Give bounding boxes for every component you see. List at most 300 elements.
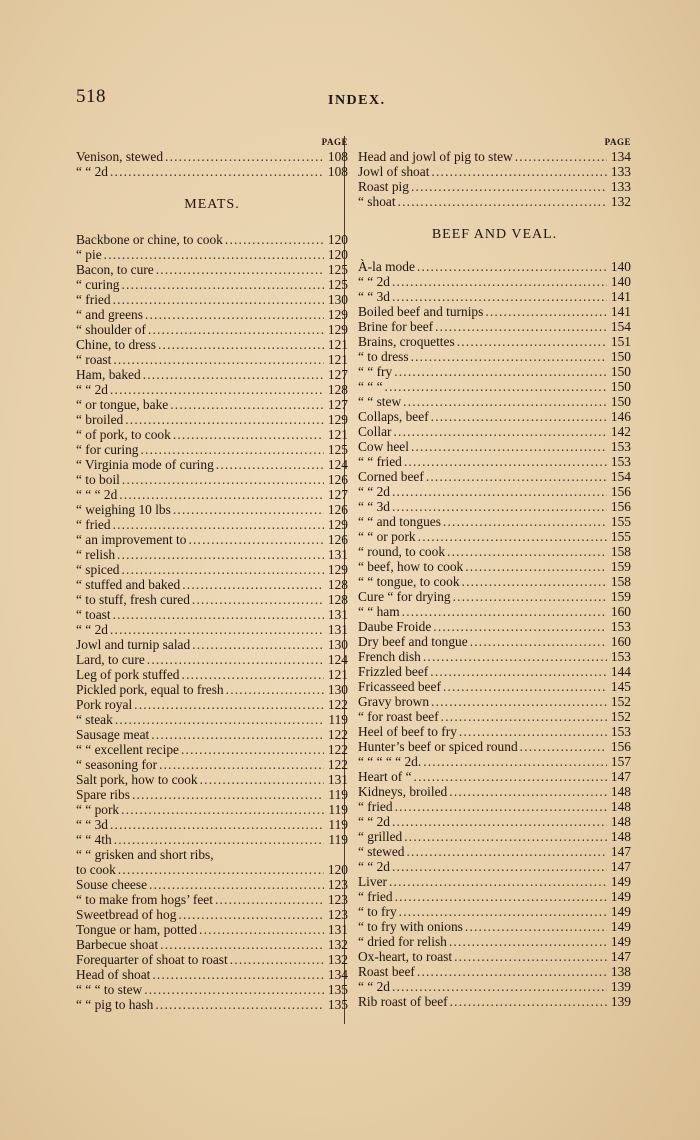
dot-leader <box>395 889 607 904</box>
entry-page-number: 155 <box>610 514 631 529</box>
entry-text: “ an improvement to <box>76 532 187 547</box>
index-entry <box>358 859 631 874</box>
index-entry <box>358 889 631 904</box>
entry-page-number: 119 <box>328 832 348 847</box>
entry-text: “ “ 3d <box>358 499 390 514</box>
index-entry <box>76 847 348 862</box>
dot-leader <box>122 277 325 292</box>
entry-text: “ to dress <box>358 349 409 364</box>
dot-leader <box>447 544 607 559</box>
entry-text: Tongue or ham, potted <box>76 922 198 937</box>
index-entry <box>358 904 631 919</box>
dot-leader <box>417 964 607 979</box>
index-entry <box>358 919 631 934</box>
entry-text: “ fried <box>358 889 393 904</box>
entry-text: Brine for beef <box>358 319 434 334</box>
dot-leader <box>114 832 324 847</box>
dot-leader <box>392 484 607 499</box>
dot-leader <box>443 679 607 694</box>
entry-text: “ “ 2d <box>358 859 390 874</box>
dot-leader <box>423 754 607 769</box>
entry-page-number: 123 <box>327 892 348 907</box>
entry-text: “ “ ham <box>358 604 400 619</box>
entry-page-number: 125 <box>327 262 348 277</box>
entry-text: “ to stuff, fresh cured <box>76 592 190 607</box>
right-column <box>358 136 631 1009</box>
dot-leader <box>453 589 607 604</box>
entry-text: “ fried <box>76 517 111 532</box>
index-entry <box>76 352 348 367</box>
entry-text: Backbone or chine, to cook <box>76 232 223 247</box>
entry-page-number: 121 <box>327 427 348 442</box>
dot-leader <box>411 439 607 454</box>
index-entry <box>76 307 348 322</box>
entry-text: Ham, baked <box>76 367 141 382</box>
dot-leader <box>454 949 607 964</box>
index-entry <box>358 304 631 319</box>
entry-page-number: 158 <box>610 574 631 589</box>
dot-leader <box>181 742 324 757</box>
entry-page-number: 147 <box>610 844 631 859</box>
dot-leader <box>435 319 607 334</box>
index-entry <box>358 844 631 859</box>
entry-page-number: 149 <box>610 904 631 919</box>
entry-page-number: 152 <box>610 709 631 724</box>
entry-text: “ seasoning for <box>76 757 158 772</box>
entry-text: “ to fry <box>358 904 397 919</box>
dot-leader <box>140 442 324 457</box>
index-entry <box>358 874 631 889</box>
entry-page-number: 123 <box>327 907 348 922</box>
entry-text: Pickled pork, equal to fresh <box>76 682 224 697</box>
entry-page-number: 131 <box>327 622 348 637</box>
entry-page-number: 145 <box>610 679 631 694</box>
entry-page-number: 147 <box>610 859 631 874</box>
dot-leader <box>485 304 607 319</box>
entry-text: Souse cheese <box>76 877 148 892</box>
index-entry <box>76 149 348 164</box>
entry-text: Frizzled beef <box>358 664 429 679</box>
index-entry <box>358 694 631 709</box>
entry-page-number: 120 <box>327 232 348 247</box>
dot-leader <box>118 862 324 877</box>
entry-text: “ “ 3d <box>76 817 108 832</box>
entry-text: Head and jowl of pig to stew <box>358 149 513 164</box>
beef-and-veal-heading: BEEF AND VEAL. <box>431 227 558 242</box>
entry-page-number: 124 <box>327 457 348 472</box>
index-entry <box>358 514 631 529</box>
entry-text: “ dried for relish <box>358 934 447 949</box>
index-entry <box>76 502 348 517</box>
entry-text: Salt pork, how to cook <box>76 772 198 787</box>
entry-page-number: 139 <box>610 979 631 994</box>
entry-text: Leg of pork stuffed <box>76 667 180 682</box>
index-entry <box>358 334 631 349</box>
dot-leader <box>113 607 324 622</box>
dot-leader <box>158 337 324 352</box>
dot-leader <box>148 322 324 337</box>
index-entry <box>358 829 631 844</box>
dot-leader <box>143 367 324 382</box>
entry-text: to cook <box>76 862 116 877</box>
entry-text: “ “ “ “ “ 2d. <box>358 754 422 769</box>
entry-page-number: 130 <box>327 292 348 307</box>
entry-text: “ “ 2d <box>76 622 108 637</box>
index-entry <box>76 652 348 667</box>
pork-entries <box>358 149 631 209</box>
entry-page-number: 125 <box>327 442 348 457</box>
entry-page-number: 134 <box>610 149 631 164</box>
index-entry <box>358 964 631 979</box>
index-entry <box>76 757 348 772</box>
dot-leader <box>449 934 607 949</box>
index-entry <box>76 982 348 997</box>
entry-text: “ fried <box>358 799 393 814</box>
index-entry <box>358 814 631 829</box>
dot-leader <box>119 487 324 502</box>
entry-text: Venison, stewed <box>76 149 164 164</box>
entry-text: “ broiled <box>76 412 124 427</box>
entry-page-number: 135 <box>327 997 348 1012</box>
index-entry <box>76 164 348 179</box>
dot-leader <box>465 919 607 934</box>
entry-page-number: 129 <box>327 517 348 532</box>
entry-text: “ “ tongue, to cook <box>358 574 460 589</box>
index-entry <box>358 784 631 799</box>
index-entry <box>358 754 631 769</box>
index-entry <box>358 679 631 694</box>
entry-page-number: 127 <box>327 487 348 502</box>
entry-page-number: 135 <box>327 982 348 997</box>
index-entry <box>76 472 348 487</box>
entry-page-number: 153 <box>610 454 631 469</box>
index-entry <box>358 799 631 814</box>
entry-text: Chine, to dress <box>76 337 156 352</box>
page-number: 518 <box>76 86 106 107</box>
dot-leader <box>122 472 324 487</box>
dot-leader <box>155 997 324 1012</box>
index-entry <box>76 952 348 967</box>
entry-page-number: 119 <box>328 712 348 727</box>
index-entry <box>358 949 631 964</box>
entry-text: Bacon, to cure <box>76 262 154 277</box>
entry-page-number: 124 <box>327 652 348 667</box>
entry-page-number: 126 <box>327 502 348 517</box>
entry-text: Gravy brown <box>358 694 430 709</box>
dot-leader <box>470 634 607 649</box>
dot-leader <box>392 499 607 514</box>
entry-page-number: 141 <box>610 304 631 319</box>
index-entry <box>76 487 348 502</box>
venison-entries <box>76 149 348 179</box>
entry-page-number: 126 <box>327 532 348 547</box>
dot-leader <box>392 814 607 829</box>
index-entry <box>358 319 631 334</box>
entry-text: Forequarter of shoat to roast <box>76 952 228 967</box>
entry-text: Jowl of shoat <box>358 164 430 179</box>
dot-leader <box>459 724 607 739</box>
entry-text: Ox-heart, to roast <box>358 949 453 964</box>
index-entry <box>358 619 631 634</box>
index-entry <box>358 589 631 604</box>
index-entry <box>76 532 348 547</box>
entry-text: “ “ 2d <box>358 979 390 994</box>
entry-text: Spare ribs <box>76 787 130 802</box>
dot-leader <box>132 787 324 802</box>
dot-leader <box>117 547 324 562</box>
entry-text: “ round, to cook <box>358 544 446 559</box>
entry-page-number: 151 <box>610 334 631 349</box>
entry-text: “ “ stew <box>358 394 402 409</box>
dot-leader <box>404 454 607 469</box>
index-entry <box>358 544 631 559</box>
dot-leader <box>403 394 607 409</box>
entry-text: Head of shoat <box>76 967 151 982</box>
entry-page-number: 132 <box>327 937 348 952</box>
dot-leader <box>450 994 607 1009</box>
dot-leader <box>411 179 607 194</box>
entry-page-number: 149 <box>610 934 631 949</box>
entry-page-number: 139 <box>610 994 631 1009</box>
entry-page-number: 134 <box>327 967 348 982</box>
dot-leader <box>225 232 324 247</box>
entry-page-number: 147 <box>610 769 631 784</box>
entry-page-number: 127 <box>327 367 348 382</box>
entry-page-number: 132 <box>610 194 631 209</box>
entry-page-number: 122 <box>327 757 348 772</box>
entry-page-number: 121 <box>327 667 348 682</box>
entry-page-number: 121 <box>327 352 348 367</box>
entry-page-number: 129 <box>327 562 348 577</box>
dot-leader <box>121 802 324 817</box>
dot-leader <box>398 194 607 209</box>
meats-entries <box>76 232 348 1012</box>
index-entry <box>76 727 348 742</box>
entry-page-number: 119 <box>328 787 348 802</box>
entry-text: Liver <box>358 874 387 889</box>
entry-text: “ “ pig to hash <box>76 997 154 1012</box>
entry-text: “ to make from hogs’ feet <box>76 892 213 907</box>
entry-page-number: 131 <box>327 922 348 937</box>
entry-text: “ “ 3d <box>358 289 390 304</box>
entry-page-number: 159 <box>610 589 631 604</box>
index-entry <box>76 967 348 982</box>
index-entry <box>358 379 631 394</box>
dot-leader <box>160 937 324 952</box>
index-entry <box>358 634 631 649</box>
entry-text: Cow heel <box>358 439 409 454</box>
dot-leader <box>215 892 324 907</box>
page-column-label: PAGE <box>604 137 631 147</box>
entry-text: Sausage meat <box>76 727 150 742</box>
index-entry <box>76 712 348 727</box>
dot-leader <box>113 352 324 367</box>
entry-text: “ and greens <box>76 307 143 322</box>
dot-leader <box>399 904 607 919</box>
index-entry <box>358 649 631 664</box>
index-entry <box>76 817 348 832</box>
index-entry <box>76 577 348 592</box>
entry-text: Jowl and turnip salad <box>76 637 191 652</box>
dot-leader <box>113 292 324 307</box>
entry-page-number: 146 <box>610 409 631 424</box>
index-entry <box>76 622 348 637</box>
entry-page-number: 128 <box>327 592 348 607</box>
entry-page-number: 150 <box>610 364 631 379</box>
entry-text: “ fried <box>76 292 111 307</box>
beef-entries <box>358 259 631 1009</box>
entry-text: “ “ grisken and short ribs, <box>76 847 214 862</box>
dot-leader <box>134 697 324 712</box>
dot-leader <box>465 559 607 574</box>
index-entry <box>358 394 631 409</box>
entry-page-number: 119 <box>328 817 348 832</box>
index-entry <box>76 892 348 907</box>
entry-text: “ to boil <box>76 472 120 487</box>
entry-page-number: 108 <box>327 149 348 164</box>
entry-text: “ “ excellent recipe <box>76 742 179 757</box>
entry-text: Roast pig <box>358 179 409 194</box>
index-entry <box>76 682 348 697</box>
entry-page-number: 133 <box>610 179 631 194</box>
dot-leader <box>406 844 607 859</box>
entry-text: Brains, croquettes <box>358 334 455 349</box>
dot-leader <box>125 412 324 427</box>
dot-leader <box>170 397 324 412</box>
entry-page-number: 131 <box>327 547 348 562</box>
entry-text: “ spiced <box>76 562 120 577</box>
entry-text: “ “ “ <box>358 379 383 394</box>
index-entry <box>76 997 348 1012</box>
entry-page-number: 120 <box>327 862 348 877</box>
dot-leader <box>392 859 607 874</box>
entry-page-number: 108 <box>327 164 348 179</box>
dot-leader <box>418 529 607 544</box>
index-entry <box>358 409 631 424</box>
index-entry <box>76 787 348 802</box>
entry-page-number: 129 <box>327 307 348 322</box>
entry-page-number: 158 <box>610 544 631 559</box>
dot-leader <box>113 517 324 532</box>
index-entry <box>76 427 348 442</box>
entry-text: Lard, to cure <box>76 652 145 667</box>
entry-page-number: 129 <box>327 322 348 337</box>
index-entry <box>76 862 348 877</box>
entry-page-number: 141 <box>610 289 631 304</box>
entry-text: Rib roast of beef <box>358 994 448 1009</box>
entry-page-number: 149 <box>610 889 631 904</box>
index-entry <box>76 637 348 652</box>
entry-text: Kidneys, broiled <box>358 784 448 799</box>
entry-page-number: 123 <box>327 877 348 892</box>
entry-text: “ “ 2d <box>358 814 390 829</box>
entry-text: “ shoulder of <box>76 322 146 337</box>
entry-page-number: 147 <box>610 949 631 964</box>
dot-leader <box>520 739 607 754</box>
index-entry <box>76 802 348 817</box>
index-entry <box>358 769 631 784</box>
index-entry <box>358 709 631 724</box>
entry-page-number: 127 <box>327 397 348 412</box>
entry-page-number: 142 <box>610 424 631 439</box>
entry-text: Daube Froide <box>358 619 432 634</box>
dot-leader <box>173 502 324 517</box>
dot-leader <box>433 619 607 634</box>
entry-page-number: 153 <box>610 619 631 634</box>
index-entry <box>358 979 631 994</box>
index-entry <box>358 499 631 514</box>
entry-text: Hunter’s beef or spiced round <box>358 739 518 754</box>
dot-leader <box>144 982 324 997</box>
index-entry <box>76 877 348 892</box>
dot-leader <box>392 979 607 994</box>
index-entry <box>358 164 631 179</box>
dot-leader <box>414 769 607 784</box>
entry-text: Heart of “ <box>358 769 412 784</box>
entry-text: Collar <box>358 424 392 439</box>
entry-text: “ for curing <box>76 442 139 457</box>
entry-page-number: 132 <box>327 952 348 967</box>
entry-text: Collaps, beef <box>358 409 429 424</box>
entry-page-number: 156 <box>610 499 631 514</box>
entry-text: “ “ 2d <box>358 274 390 289</box>
entry-page-number: 149 <box>610 874 631 889</box>
index-entry <box>358 454 631 469</box>
dot-leader <box>393 424 607 439</box>
entry-page-number: 150 <box>610 349 631 364</box>
dot-leader <box>156 262 324 277</box>
index-entry <box>76 562 348 577</box>
dot-leader <box>199 922 324 937</box>
entry-page-number: 130 <box>327 682 348 697</box>
dot-leader <box>411 349 607 364</box>
dot-leader <box>149 877 324 892</box>
entry-page-number: 159 <box>610 559 631 574</box>
entry-page-number: 155 <box>610 529 631 544</box>
entry-text: “ curing <box>76 277 120 292</box>
index-entry <box>76 922 348 937</box>
index-entry <box>76 697 348 712</box>
entry-page-number: 156 <box>610 484 631 499</box>
entry-text: “ “ or pork <box>358 529 416 544</box>
entry-text: “ to fry with onions <box>358 919 463 934</box>
page-column-label: PAGE <box>321 137 348 147</box>
dot-leader <box>230 952 324 967</box>
entry-text: Roast beef <box>358 964 415 979</box>
dot-leader <box>178 907 324 922</box>
entry-page-number: 130 <box>327 637 348 652</box>
entry-page-number: 128 <box>327 577 348 592</box>
dot-leader <box>110 817 324 832</box>
index-entry <box>76 292 348 307</box>
entry-text: Barbecue shoat <box>76 937 159 952</box>
entry-page-number: 140 <box>610 259 631 274</box>
dot-leader <box>392 274 607 289</box>
index-entry <box>76 442 348 457</box>
dot-leader <box>151 727 324 742</box>
index-entry <box>76 457 348 472</box>
index-entry <box>358 994 631 1009</box>
entry-text: “ weighing 10 lbs <box>76 502 171 517</box>
index-entry <box>76 772 348 787</box>
entry-text: Boiled beef and turnips <box>358 304 484 319</box>
index-entry <box>358 469 631 484</box>
index-entry <box>358 724 631 739</box>
entry-text: Sweetbread of hog <box>76 907 177 922</box>
entry-text: “ “ pork <box>76 802 120 817</box>
entry-page-number: 131 <box>327 607 348 622</box>
entry-page-number: 119 <box>328 802 348 817</box>
